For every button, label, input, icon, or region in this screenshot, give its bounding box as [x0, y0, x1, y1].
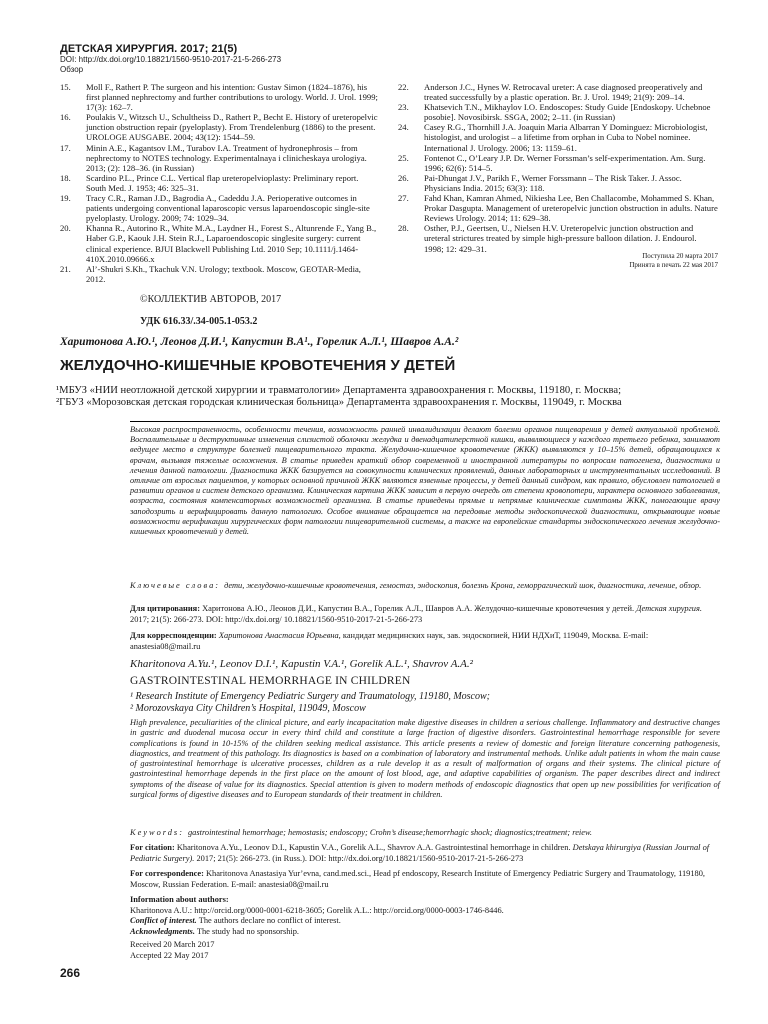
affiliations-ru [56, 385, 720, 409]
correspondence-en-text: Kharitonova Anastasiya Yur’evna, cand.med.sci., Head pf endoscopy, Research Institute of Emergency Pediatric Surgery and Traumatology, 119180, Moscow, Russian Federation. E-mail: anastesia08@mail.ru [130, 869, 706, 889]
correspondence-ru-text: кандидат медицинских наук, зав. эндоскопией, НИИ НДХиТ, 119049, Москва. E-mail: anastesia08@mail.ru [130, 631, 649, 651]
reference-number: 26. [398, 172, 409, 183]
conflict-label: Conflict of interest. [130, 916, 197, 926]
keywords-ru-label: Ключевые слова: [130, 581, 221, 590]
citation-en [130, 843, 720, 864]
reference-text: Casey R.G., Thornhill J.A. Joaquin Maria Albarran Y Dominguez: Microbiologist, histologist, and urologist – a lifetime from orphan in Cuba to Nobel nominee. International J. Urology. 2006; 13: 1159–61. [424, 122, 708, 153]
reference-text: Khanna R., Autorino R., White M.A., Laydner H., Forest S., Altunrende F., Yang B., Haber G.P., Kaouk J.H. Stein R.J., Laparoendoscopic singlesite surgery: current clinical experience. BJUI Blackwell Publishing Ltd. 2010 Sep; 10.1111/j.1464-410X.2010.09666.x [86, 223, 377, 264]
received-accepted-ru [629, 252, 718, 270]
reference-text: Fahd Khan, Kamran Ahmed, Nikiesha Lee, Ben Challacombe, Mohammed S. Khan, Prokar Dasgupta. Management of ureteropelvic junction obstruction in adults. Nature Reviews Urology. 2014; 11: 629–38. [424, 193, 718, 224]
copyright: ©КОЛЛЕКТИВ АВТОРОВ, 2017 [140, 294, 282, 305]
section-label: Обзор [60, 65, 84, 74]
reference-text: Poulakis V., Witzsch U., Schultheiss D., Rathert P., Becht E. History of ureteropelvic junction obstruction repair (pyeloplasty). From Trendelenburg (1886) to the present. UROLOGE AUSGABE. 2004; 43(12): 1544–59. [86, 112, 378, 143]
citation-ru [130, 604, 720, 625]
reference-text: Fontenot C., O’Leary J.P. Dr. Werner Forssman’s self-experimentation. Am. Surg. 1996; 62(6): 514–5. [424, 152, 706, 173]
acknowledgments-label: Acknowledgments. [130, 926, 195, 936]
abstract-en: High prevalence, peculiarities of the clinical picture, and early incapacitation make digestive diseases in children a serious challenge. Inflammatory and destructive changes in gastric and duodenal mucosa occur in every third child and constitute a large fraction of digestive disorders. Gastrointestinal hemorrhage responsible for severe complications is found in 10-15% of the children seeking medical assistance. This article presents a review of domestic and foreign literature concerning pathogenesis, diagnostics, and treatment of this pathology. Its diagnostics is based on a combination of laboratory and instrumental methods. Unlike adult patients in whom the main cause of gastrointestinal hemorrhage is ulcerative processes, children as a rule develop it as a result of malformation of organs and their systems. The clinical picture of gastrointestinal hemorrhage depends in the first place on the amount of lost blood, age, and adaptive capabilities of organism. The paper describes direct and indirect symptoms of the disease of value for its diagnostics. Special attention is given to modern methods of endoscopic diagnostics that open up new possibilities for verification of surgical forms of digestive diseases and to European standards of their treatment in children. [130, 718, 720, 800]
affiliation-ru-1: ¹МБУЗ «НИИ неотложной детской хирургии и травматологии» Департамента здравоохранения г. Москвы, 119180, г. Москва; [56, 385, 622, 396]
journal-title: ДЕТСКАЯ ХИРУРГИЯ. 2017; 21(5) [60, 43, 238, 55]
keywords-en [130, 828, 720, 839]
correspondence-ru-label: Для корреспонденции: [130, 631, 217, 640]
keywords-en-text: gastrointestinal hemorrhage; hemostasis; endoscopy; Crohn’s disease;hemorrhagic shock; diagnostics;treatment; reiew. [187, 828, 593, 837]
reference-item [60, 193, 380, 223]
reference-text: Scardino P.L., Prince C.L. Vertical flap ureteropelvioplasty: Preliminary report. South Med. J. 1953; 46: 325–31. [86, 172, 359, 193]
keywords-en-label: Keywords: [130, 828, 184, 837]
abstract-ru: Высокая распространенность, особенности течения, возможность ранней инвалидизации делают болезни органов пищеварения у детей актуальной проблемой. Воспалительные и деструктивные изменения слизистой оболочки желудка и двенадцатиперстной кишки, выявляющиеся у каждого третьего ребенка, занимают ведущее место в структуре болезней пищеварительного тракта. Желудочно-кишечное кровотечение (ЖКК) выявляются у 10–15% детей, обращающихся к врачам, вызывая тяжелые осложнения. В статье приведен краткий обзор современной и иностранной литературы по вопросам патогенеза, диагностики и лечения данной патологии. Диагностика ЖКК базируется на совокупности клинических проявлений, данных лабораторных и инструментальных исследований. В отличие от взрослых пациентов, у которых основной причиной ЖКК являются язвенные процессы, у детей данный синдром, как правило, обусловлен патологией в развитии органов и систем детского организма. Клиническая картина ЖКК зависит в первую очередь от степени кровопотери, характера основного заболевания, возраста, состояния компенсаторных возможностей организма. В статье приведены прямые и непрямые клинические симптомы ЖКК, помогающие врачу заподозрить и верифицировать данную патологию. Особое внимание обращается на передовые методы эндоскопической диагностики, открывающие новые возможности верификации хирургических форм патологии пищеварительной системы, а также на европейские стандарты эндоскопического лечения желудочно-кишечных кровотечений у детей. [130, 421, 720, 537]
reference-item [398, 153, 718, 173]
conflict-text: The authors declare no conflict of interest. [198, 916, 341, 926]
reference-item [60, 173, 380, 193]
citation-ru-tail: 2017; 21(5): 266-273. DOI: http://dx.doi.org/ 10.18821/1560-9510-2017-21-5-266-273 [130, 614, 423, 624]
citation-ru-label: Для цитирования: [130, 604, 200, 613]
accepted-en: Accepted 22 May 2017 [130, 950, 209, 960]
reference-text: Minin A.E., Kagantsov I.M., Turabov I.A. Treatment of hydronephrosis – from nephrectomy to NOTES technology. Experimentalnaya i clinicheskaya urologiya. 2013; (2): 128–36. (in Russian) [86, 142, 367, 173]
reference-item [398, 82, 718, 102]
reference-item [60, 143, 380, 173]
correspondence-en-label: For correspondence: [130, 869, 204, 878]
received-ru: Поступила 20 марта 2017 [642, 252, 718, 260]
reference-number: 20. [60, 223, 71, 234]
reference-text: Khatsevich T.N., Mikhaylov I.O. Endoscopes: Study Guide [Endoskopy. Uchebnoe posobie]. Novosibirsk. SSGA, 2002; 2–11. (in Russian) [424, 102, 711, 123]
reference-number: 17. [60, 142, 71, 153]
correspondence-ru-name: Харитонова Анастасия Юрьевна, [218, 631, 341, 640]
received-accepted-en [130, 940, 430, 961]
accepted-ru: Принята в печать 22 мая 2017 [629, 261, 718, 269]
reference-text: Moll F., Rathert P. The surgeon and his intention: Gustav Simon (1824–1876), his first planned nephrectomy and further contributions to urology. World. J. Urol. 1999; 17(3): 162–7. [86, 82, 378, 113]
authors-en: Kharitonova A.Yu.¹, Leonov D.I.¹, Kapustin V.A.¹, Gorelik A.L.¹, Shavrov A.A.² [130, 658, 473, 670]
affiliations-en [130, 691, 490, 714]
reference-number: 19. [60, 193, 71, 204]
reference-item [60, 82, 380, 112]
received-en: Received 20 March 2017 [130, 940, 215, 949]
reference-text: Tracy C.R., Raman J.D., Bagrodia A., Cadeddu J.A. Perioperative outcomes in patients undergoing conventional laparoscopic versus laparoendoscopic single-site pyeloplasty. Urology. 2009; 74: 1029–34. [86, 193, 370, 224]
reference-number: 15. [60, 82, 71, 92]
reference-number: 28. [398, 223, 409, 234]
udk-code: УДК 616.33/.34-005.1-053.2 [140, 316, 258, 327]
references-left [60, 82, 380, 284]
reference-item [398, 223, 718, 253]
affiliation-ru-2: ²ГБУЗ «Морозовская детская городская клиническая больница» Департамента здравоохранения г. Москвы, 119049, г. Москва [56, 397, 622, 408]
citation-ru-journal: Детская хирургия. [636, 604, 702, 613]
header-doi: DOI: http://dx.doi.org/10.18821/1560-9510-2017-21-5-266-273 [60, 55, 282, 64]
reference-text: Al’-Shukri S.Kh., Tkachuk V.N. Urology; textbook. Moscow, GEOTAR-Media, 2012. [86, 263, 361, 284]
reference-item [60, 223, 380, 263]
reference-number: 21. [60, 263, 71, 274]
reference-item [398, 122, 718, 152]
reference-item [60, 264, 380, 284]
article-title-ru: ЖЕЛУДОЧНО-КИШЕЧНЫЕ КРОВОТЕЧЕНИЯ У ДЕТЕЙ [60, 357, 456, 374]
correspondence-en [130, 869, 720, 890]
reference-item [60, 112, 380, 142]
page-number: 266 [60, 966, 81, 980]
author-info [130, 895, 720, 937]
references-right [398, 82, 718, 254]
keywords-ru-text: дети, желудочно-кишечные кровотечения, гемостаз, эндоскопия, болезнь Крона, геморрагический шок, диагностика, лечение, обзор. [224, 581, 702, 590]
citation-ru-text: Харитонова А.Ю., Леонов Д.И., Капустин В.А., Горелик А.Л., Шавров А.А. Желудочно-кишечные кровотечения у детей. [202, 604, 635, 613]
author-info-label: Information about authors: [130, 895, 229, 904]
reference-number: 18. [60, 172, 71, 183]
reference-item [398, 173, 718, 193]
reference-number: 25. [398, 152, 409, 163]
reference-text: Anderson J.C., Hynes W. Retrocaval ureter: A case diagnosed preoperatively and treated successfully by a plastic operation. Br. J. Urol. 1949; 21(9): 209–14. [424, 82, 703, 103]
affiliation-en-1: ¹ Research Institute of Emergency Pediatric Surgery and Traumatology, 119180, Moscow; [130, 691, 490, 702]
affiliation-en-2: ² Morozovskaya City Children’s Hospital, 119049, Moscow [130, 702, 366, 714]
keywords-ru [130, 581, 720, 592]
reference-number: 24. [398, 122, 409, 133]
journal-header [60, 43, 720, 74]
reference-number: 23. [398, 102, 409, 113]
citation-en-text: Kharitonova A.Yu., Leonov D.I., Kapustin V.A., Gorelik A.L., Shavrov A.A. Gastrointestinal hemorrhage in children. [176, 843, 571, 852]
reference-text: Osther, P.J., Geertsen, U., Nielsen H.V. Ureteropelvic junction obstruction and ureteral strictures treated by simple high-pressure balloon dilation. J. Endourol. 1998; 12: 429–31. [424, 223, 697, 254]
reference-item [398, 193, 718, 223]
authors-ru: Харитонова А.Ю.¹, Леонов Д.И.¹, Капустин В.А¹., Горелик А.Л.¹, Шавров А.А.² [60, 336, 459, 348]
reference-text: Pai-Dhungat J.V., Parikh F., Werner Forssmann – The Risk Taker. J. Assoc. Physicians India. 2015; 63(3): 118. [424, 172, 682, 193]
correspondence-ru [130, 631, 720, 652]
author-info-text: Kharitonova A.U.: http://orcid.org/0000-0001-6218-3605; Gorelik A.L.: http://orcid.org/0000-0003-1746-8446. [130, 905, 504, 915]
citation-en-journal: Detskaya khirurgiya (Russian Journal of Pediatric Surgery). [130, 843, 710, 863]
citation-en-tail: 2017; 21(5): 266-273. (in Russ.). DOI: http://dx.doi.org/10.18821/1560-9510-2017-21-5-266-273 [196, 853, 524, 863]
citation-en-label: For citation: [130, 843, 175, 852]
reference-number: 16. [60, 112, 71, 123]
reference-number: 27. [398, 193, 409, 204]
reference-number: 22. [398, 82, 409, 92]
reference-item [398, 102, 718, 122]
acknowledgments-text: The study had no sponsorship. [196, 926, 299, 936]
article-title-en: GASTROINTESTINAL HEMORRHAGE IN CHILDREN [130, 675, 411, 687]
